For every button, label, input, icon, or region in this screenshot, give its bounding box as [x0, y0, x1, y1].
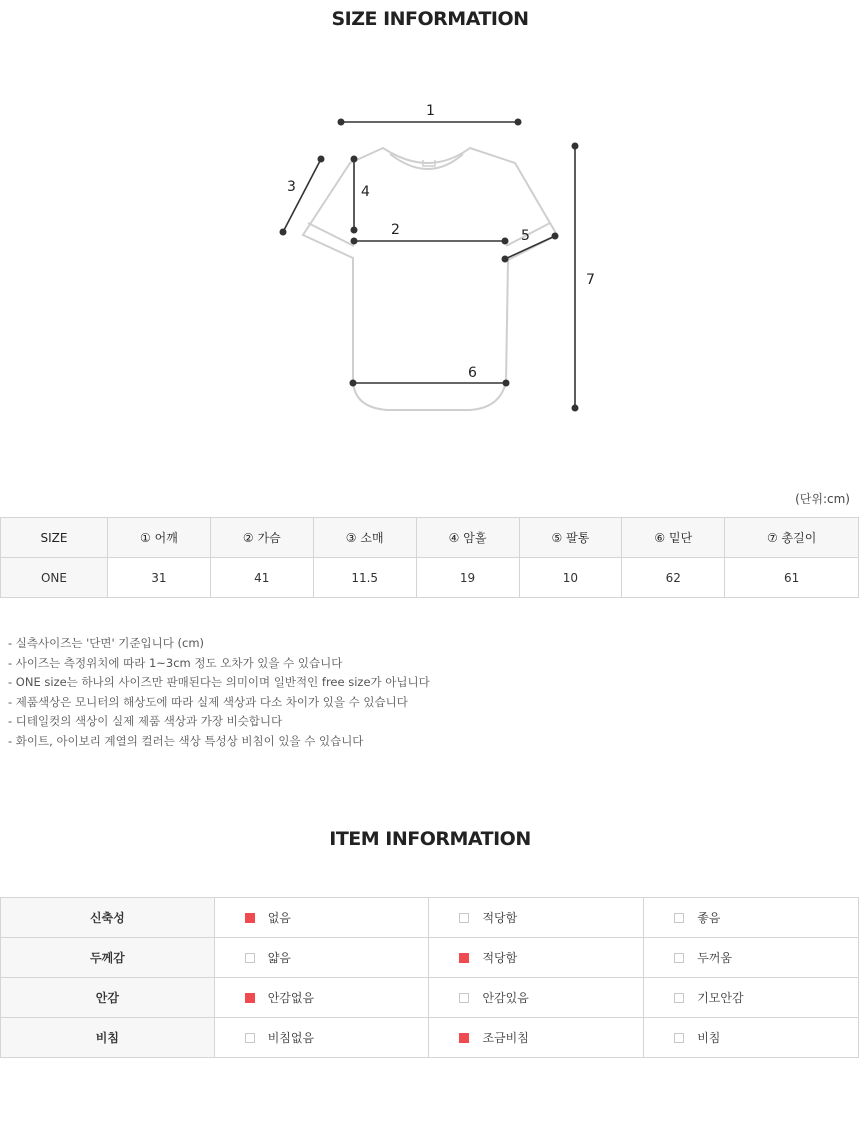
- unit-label: (단위:cm): [795, 492, 850, 506]
- size-header-cell: ⑤ 팔통: [519, 518, 622, 558]
- item-option-label: 없음: [267, 911, 291, 925]
- measure-label-6: 6: [468, 365, 477, 381]
- checked-box-icon: [459, 1033, 469, 1043]
- item-option-label: 비침없음: [267, 1031, 315, 1045]
- unchecked-box-icon: [245, 953, 255, 963]
- note-line: - 제품색상은 모니터의 해상도에 따라 실제 색상과 다소 차이가 있을 수 있습니다: [8, 694, 408, 709]
- item-option-label: 비침: [697, 1031, 721, 1045]
- item-option-label: 안감없음: [267, 991, 315, 1005]
- item-row: [1, 1018, 859, 1058]
- size-value-cell: 41: [210, 558, 313, 598]
- item-option: [214, 898, 429, 938]
- size-header-label: SIZE: [1, 518, 108, 558]
- tshirt-measurement-diagram: [0, 80, 860, 440]
- size-table-header: [1, 518, 859, 558]
- note-line: - 실측사이즈는 '단면' 기준입니다 (cm): [8, 636, 205, 650]
- measure-label-3: 3: [287, 179, 296, 195]
- size-value-cell: 11.5: [313, 558, 416, 598]
- item-option: [644, 1018, 859, 1058]
- note-line: - ONE size는 하나의 사이즈만 판매된다는 의미이며 일반적인 free size가 아닙니다: [8, 675, 430, 689]
- size-header-cell: ④ 암홀: [416, 518, 519, 558]
- item-option-label: 적당함: [482, 911, 518, 925]
- size-value-cell: 10: [519, 558, 622, 598]
- item-row-label: 두께감: [1, 938, 215, 978]
- unchecked-box-icon: [674, 1033, 684, 1043]
- note-line: - 화이트, 아이보리 계열의 컬러는 색상 특성상 비침이 있을 수 있습니다: [8, 733, 364, 748]
- checked-box-icon: [245, 993, 255, 1003]
- note-line: - 사이즈는 측정위치에 따라 1~3cm 정도 오차가 있을 수 있습니다: [8, 655, 343, 670]
- checked-box-icon: [245, 913, 255, 923]
- size-information-title: SIZE INFORMATION: [331, 8, 529, 30]
- item-option-label: 두꺼움: [697, 951, 732, 965]
- item-option-label: 기모안감: [697, 991, 744, 1005]
- size-notes: [8, 634, 430, 751]
- note-line: - 디테일컷의 색상이 실제 제품 색상과 가장 비슷합니다: [8, 714, 283, 728]
- size-value-cell: 61: [725, 558, 859, 598]
- tshirt-outline: [303, 148, 557, 410]
- size-table: [0, 517, 859, 598]
- item-option: [644, 978, 859, 1018]
- unchecked-box-icon: [674, 953, 684, 963]
- measure-label-4: 4: [361, 184, 370, 200]
- measure-label-1: 1: [426, 103, 435, 119]
- size-value-cell: 31: [108, 558, 211, 598]
- unchecked-box-icon: [674, 913, 684, 923]
- item-row-label: 신축성: [1, 898, 215, 938]
- item-option-label: 안감있음: [482, 991, 529, 1005]
- item-option: [214, 978, 429, 1018]
- size-header-cell: ⑥ 밑단: [622, 518, 725, 558]
- item-row: [1, 938, 859, 978]
- size-value-cell: 62: [622, 558, 725, 598]
- item-row: [1, 898, 859, 938]
- item-option-label: 좋음: [697, 911, 721, 925]
- measure-label-7: 7: [586, 272, 595, 288]
- item-row: [1, 978, 859, 1018]
- checked-box-icon: [459, 953, 469, 963]
- item-row-label: 안감: [1, 978, 215, 1018]
- item-option: [644, 898, 859, 938]
- size-row-label: ONE: [1, 558, 108, 598]
- unchecked-box-icon: [245, 1033, 255, 1043]
- item-option: [429, 978, 644, 1018]
- size-header-cell: ③ 소매: [313, 518, 416, 558]
- unchecked-box-icon: [674, 993, 684, 1003]
- size-header-cell: ① 어깨: [108, 518, 211, 558]
- measure-label-5: 5: [521, 228, 530, 244]
- measure-label-2: 2: [391, 222, 400, 238]
- item-option: [429, 938, 644, 978]
- item-table: [0, 897, 859, 1058]
- size-header-cell: ② 가슴: [210, 518, 313, 558]
- item-row-label: 비침: [1, 1018, 215, 1058]
- item-option: [429, 898, 644, 938]
- item-option: [214, 1018, 429, 1058]
- unchecked-box-icon: [459, 913, 469, 923]
- item-option-label: 얇음: [267, 951, 291, 965]
- unchecked-box-icon: [459, 993, 469, 1003]
- size-value-cell: 19: [416, 558, 519, 598]
- item-information-title: ITEM INFORMATION: [329, 828, 531, 850]
- size-table-row: [1, 558, 859, 598]
- item-option-label: 적당함: [482, 951, 518, 965]
- size-header-cell: ⑦ 총길이: [725, 518, 859, 558]
- item-option: [429, 1018, 644, 1058]
- item-option: [644, 938, 859, 978]
- item-option-label: 조금비침: [482, 1031, 529, 1045]
- item-option: [214, 938, 429, 978]
